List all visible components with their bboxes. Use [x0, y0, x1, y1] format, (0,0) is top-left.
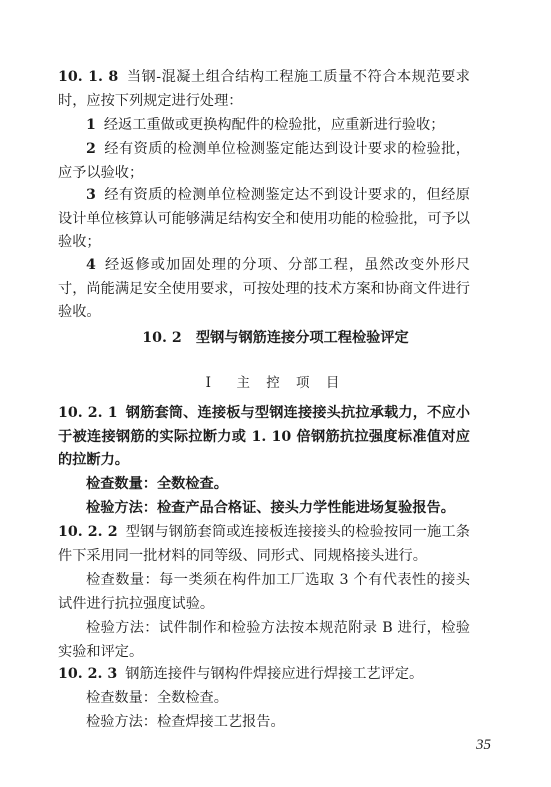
item-number: 2: [86, 141, 96, 157]
item-number: 1: [86, 117, 96, 133]
item-text: 经有资质的检测单位检测鉴定达不到设计要求的，但经原设计单位核算认可能够满足结构安全和使用功能的检验批，可予以验收；: [58, 187, 470, 251]
page-number: 35: [476, 737, 491, 753]
inspection-quantity: 检查数量：全数检查。: [86, 690, 228, 706]
item-number: 3: [86, 187, 96, 203]
clause-text: 型钢与钢筋套筒或连接板连接接头的检验按同一施工条件下采用同一批材料的同等级、同形式、同规格接头进行。: [58, 524, 470, 564]
clause-text: 钢筋套筒、连接板与型钢连接接头抗拉承载力，不应小于被连接钢筋的实际拉断力或 1. 10 倍钢筋抗拉强度标准值对应的拉断力。: [58, 405, 470, 469]
list-item: [58, 114, 470, 138]
item-text: 经有资质的检测单位检测鉴定能达到设计要求的检验批，应予以验收；: [58, 141, 470, 181]
inspection-method: 检验方法：试件制作和检验方法按本规范附录 B 进行，检验实验和评定。: [58, 620, 470, 660]
item-text: 经返修或加固处理的分项、分部工程，虽然改变外形尺寸，尚能满足安全使用要求，可按处理的技术方案和协商文件进行验收。: [58, 257, 470, 321]
clause-10-2-1: [58, 402, 470, 473]
list-item: [58, 138, 470, 185]
list-item: [58, 184, 470, 255]
subsection-title: Ⅰ 主 控 项 目: [205, 375, 346, 391]
inspection-method: 检验方法：检查产品合格证、接头力学性能进场复验报告。: [86, 500, 455, 516]
clause-number: 10. 1. 8: [58, 69, 119, 85]
clause-text: 钢筋连接件与钢构件焊接应进行焊接工艺评定。: [125, 666, 424, 682]
clause-10-2-2: [58, 521, 470, 568]
list-item: [58, 254, 470, 325]
clause-number: 10. 2. 3: [58, 666, 118, 682]
clause-10-1-8: [58, 66, 470, 113]
inspection-method: 检验方法：检查焊接工艺报告。: [86, 714, 285, 730]
item-number: 4: [86, 257, 96, 273]
inspection-quantity: 检查数量：每一类须在构件加工厂选取 3 个有代表性的接头试件进行抗拉强度试验。: [58, 572, 470, 612]
inspection-quantity: 检查数量：全数检查。: [86, 476, 228, 492]
clause-number: 10. 2. 2: [58, 524, 118, 540]
clause-number: 10. 2. 1: [58, 405, 118, 421]
section-title: 10. 2 型钢与钢筋连接分项工程检验评定: [142, 330, 409, 346]
item-text: 经返工重做或更换构配件的检验批，应重新进行验收；: [103, 117, 445, 133]
clause-text: 当钢-混凝土组合结构工程施工质量不符合本规范要求时，应按下列规定进行处理：: [58, 69, 470, 109]
clause-10-2-3: [58, 663, 470, 687]
